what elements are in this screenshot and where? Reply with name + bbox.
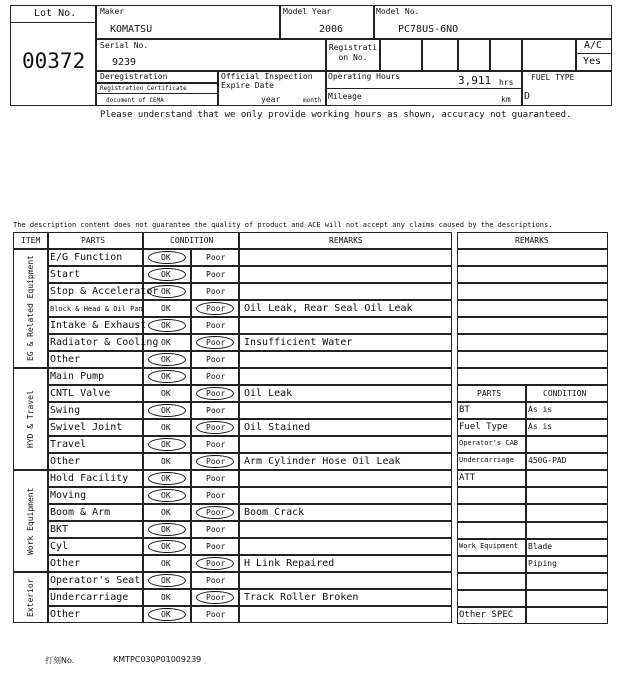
condition-ok[interactable]: OK (161, 610, 171, 619)
part-name: BKT (50, 524, 69, 535)
condition-poor[interactable]: Poor (206, 525, 226, 534)
condition-poor[interactable]: Poor (206, 610, 226, 619)
right-part-name: Other SPEC (459, 609, 514, 620)
right-part-cell (457, 487, 526, 504)
remark-text: Oil Leak, Rear Seal Oil Leak (244, 303, 413, 314)
model-no-value: PC78US-6NO (398, 24, 459, 35)
part-name: E/G Function (50, 252, 123, 263)
part-name: Swivel Joint (50, 422, 123, 433)
table-cell (239, 351, 452, 368)
group-label: Work Equipment (26, 487, 35, 555)
inspection-label: Official Inspection Expire Date (221, 72, 313, 90)
right-part-name: Undercarriage (459, 456, 514, 465)
ac-value: Yes (583, 56, 602, 67)
maker-value: KOMATSU (110, 24, 153, 35)
right-cond-value: As is (528, 422, 553, 432)
selection-circle (148, 489, 186, 502)
right-cond-cell (526, 590, 608, 607)
condition-ok[interactable]: OK (161, 423, 171, 432)
condition-poor[interactable]: Poor (206, 304, 226, 313)
selection-circle (148, 251, 186, 264)
right-parts-label: PARTS (477, 389, 502, 398)
condition-poor[interactable]: Poor (206, 372, 226, 381)
stamp-value: KMTPC030P01009239 (113, 655, 202, 664)
table-cell (239, 487, 452, 504)
right-cond-cell (526, 470, 608, 487)
fuel-type-value: D (524, 91, 531, 102)
right-cond-cell (526, 504, 608, 521)
condition-ok[interactable]: OK (161, 593, 171, 602)
condition-ok[interactable]: OK (161, 253, 171, 262)
right-cond-value: Blade (528, 541, 553, 551)
notice-description: The description content does not guarantee the quality of product and ACE will not accept any claims caused by the descriptions. (13, 221, 553, 229)
condition-poor[interactable]: Poor (206, 321, 226, 330)
right-part-name: Fuel Type (459, 422, 508, 433)
condition-ok[interactable]: OK (161, 542, 171, 551)
part-name: Main Pump (50, 371, 105, 382)
table-cell (239, 572, 452, 589)
part-name: Boom & Arm (50, 507, 111, 518)
part-name: Block & Head & Oil Pan (50, 305, 143, 313)
condition-poor[interactable]: Poor (206, 576, 226, 585)
part-name: Operator's Seat (50, 575, 141, 586)
selection-circle (148, 438, 186, 451)
selection-circle (196, 557, 234, 570)
notice-hours: Please understand that we only provide working hours as shown, accuracy not guaranteed. (100, 110, 572, 120)
group-label: HYD & Travel (26, 390, 35, 448)
condition-poor[interactable]: Poor (206, 355, 226, 364)
part-name: CNTL Valve (50, 388, 111, 399)
table-cell (239, 436, 452, 453)
condition-ok[interactable]: OK (161, 474, 171, 483)
part-name: Swing (50, 405, 81, 416)
condition-poor[interactable]: Poor (206, 440, 226, 449)
part-name: Travel (50, 439, 87, 450)
remark-text: Insufficient Water (244, 337, 353, 348)
part-name: Hold Facility (50, 473, 129, 484)
right-cond-value: 450G-PAD (528, 456, 567, 466)
right-cond-value: Piping (528, 558, 557, 568)
right-part-cell (457, 590, 526, 607)
fuel-type-label: FUEL TYPE (531, 73, 575, 82)
condition-poor[interactable]: Poor (206, 457, 226, 466)
selection-circle (196, 591, 234, 604)
part-name: Cyl (50, 541, 69, 552)
table-cell (239, 317, 452, 334)
registration-certificate-label: Registration Certificate (100, 85, 187, 92)
table-cell (239, 249, 452, 266)
condition-ok[interactable]: OK (161, 355, 171, 364)
right-cond-cell (526, 487, 608, 504)
part-name: Start (50, 269, 81, 280)
km-unit: km (501, 95, 511, 104)
condition-ok[interactable]: OK (161, 457, 171, 466)
selection-circle (148, 353, 186, 366)
table-cell (239, 368, 452, 385)
condition-ok[interactable]: OK (161, 304, 171, 313)
right-part-cell (457, 504, 526, 521)
col-condition-label: CONDITION (170, 236, 214, 245)
condition-ok[interactable]: OK (161, 440, 171, 449)
right-condition-label: CONDITION (543, 389, 587, 398)
right-remarks-row (457, 300, 608, 317)
registration-label: Registrati on No. (328, 43, 378, 62)
selection-circle (148, 285, 186, 298)
right-remarks-row (457, 266, 608, 283)
selection-circle (148, 404, 186, 417)
condition-poor[interactable]: Poor (206, 491, 226, 500)
hrs-unit: hrs (499, 78, 514, 87)
condition-ok[interactable]: OK (161, 287, 171, 296)
part-name: Stop & Accelerator (50, 286, 159, 297)
model-year-value: 2006 (319, 24, 344, 35)
selection-circle (196, 302, 234, 315)
right-remarks-row (457, 317, 608, 334)
condition-poor[interactable]: Poor (206, 474, 226, 483)
maker-label: Maker (100, 7, 125, 16)
table-cell (239, 470, 452, 487)
table-cell (239, 521, 452, 538)
part-name: Other (50, 558, 81, 569)
right-part-cell (457, 573, 526, 590)
right-part-cell (457, 556, 526, 573)
condition-ok[interactable]: OK (161, 372, 171, 381)
remark-text: H Link Repaired (244, 558, 335, 569)
selection-circle (148, 574, 186, 587)
table-cell (239, 538, 452, 555)
condition-ok[interactable]: OK (161, 389, 171, 398)
right-part-name: BT (459, 405, 470, 415)
header-block (10, 5, 612, 106)
selection-circle (148, 472, 186, 485)
serial-label: Serial No. (100, 41, 149, 50)
condition-ok[interactable]: OK (161, 576, 171, 585)
condition-ok[interactable]: OK (161, 338, 171, 347)
deregistration-label: Deregistration (100, 72, 168, 81)
remark-text: Arm Cylinder Hose Oil Leak (244, 456, 401, 467)
selection-circle (196, 336, 234, 349)
table-cell (239, 283, 452, 300)
part-name: Other (50, 456, 81, 467)
right-part-name: ATT (459, 473, 476, 484)
selection-circle (196, 506, 234, 519)
condition-ok[interactable]: OK (161, 508, 171, 517)
part-name: Intake & Exhaust (50, 320, 147, 331)
operating-hours-value: 3,911 (458, 74, 492, 87)
part-name: Moving (50, 490, 87, 501)
part-name: Other (50, 609, 81, 620)
condition-poor[interactable]: Poor (206, 542, 226, 551)
model-no-label: Model No. (376, 7, 420, 16)
right-cond-cell (526, 573, 608, 590)
selection-circle (148, 319, 186, 332)
stamp-label: 打刻No. (45, 656, 75, 665)
serial-value: 9239 (112, 57, 137, 68)
selection-circle (148, 523, 186, 536)
condition-poor[interactable]: Poor (206, 406, 226, 415)
model-year-label: Model Year (283, 7, 332, 16)
col-remarks-label: REMARKS (329, 236, 363, 245)
right-remarks-row (457, 351, 608, 368)
selection-circle (148, 540, 186, 553)
condition-poor[interactable]: Poor (206, 287, 226, 296)
part-name: Radiator & Cooling (50, 337, 159, 348)
right-cond-cell (526, 607, 608, 624)
mileage-label: Mileage (328, 92, 362, 101)
selection-circle (148, 608, 186, 621)
selection-circle (196, 421, 234, 434)
part-name: Undercarriage (50, 592, 129, 603)
group-label: Exterior (26, 578, 35, 617)
right-cond-value: As is (528, 405, 553, 414)
condition-poor[interactable]: Poor (206, 559, 226, 568)
selection-circle (148, 268, 186, 281)
col-parts-label: PARTS (81, 236, 106, 245)
lot-no-value: 00372 (22, 49, 86, 73)
condition-poor[interactable]: Poor (206, 423, 226, 432)
condition-poor[interactable]: Poor (206, 270, 226, 279)
selection-circle (148, 370, 186, 383)
condition-ok[interactable]: OK (161, 270, 171, 279)
right-panel (457, 232, 608, 624)
table-cell (239, 402, 452, 419)
document-cema-label: document of CEMA (106, 97, 164, 104)
right-cond-cell (526, 522, 608, 539)
remark-text: Boom Crack (244, 507, 305, 518)
condition-ok[interactable]: OK (161, 559, 171, 568)
condition-poor[interactable]: Poor (206, 389, 226, 398)
remark-text: Track Roller Broken (244, 592, 359, 603)
condition-poor[interactable]: Poor (206, 508, 226, 517)
right-cond-cell (526, 436, 608, 453)
right-part-name: Operator's CAB (459, 439, 519, 448)
lot-no-label: Lot No. (34, 8, 77, 19)
condition-poor[interactable]: Poor (206, 593, 226, 602)
selection-circle (196, 387, 234, 400)
col-item-label: ITEM (21, 236, 41, 245)
condition-poor[interactable]: Poor (206, 338, 226, 347)
condition-poor[interactable]: Poor (206, 253, 226, 262)
right-remarks-row (457, 283, 608, 300)
month-label: month (303, 97, 322, 104)
year-label: year (261, 95, 281, 104)
condition-ok[interactable]: OK (161, 406, 171, 415)
part-name: Other (50, 354, 81, 365)
remark-text: Oil Leak (244, 388, 293, 399)
group-label: EG & Related Equipment (26, 255, 35, 362)
inspection-table (13, 232, 452, 624)
condition-ok[interactable]: OK (161, 491, 171, 500)
selection-circle (196, 455, 234, 468)
condition-ok[interactable]: OK (161, 321, 171, 330)
ac-label: A/C (584, 40, 603, 51)
operating-hours-label: Operating Hours (328, 72, 401, 81)
right-remarks-label: REMARKS (515, 236, 549, 245)
right-part-name: Work Equipment (459, 541, 519, 550)
right-remarks-row (457, 249, 608, 266)
condition-ok[interactable]: OK (161, 525, 171, 534)
right-part-cell (457, 522, 526, 539)
right-remarks-row (457, 334, 608, 351)
remark-text: Oil Stained (244, 422, 311, 433)
right-remarks-row (457, 368, 608, 385)
table-cell (239, 606, 452, 623)
table-cell (239, 266, 452, 283)
